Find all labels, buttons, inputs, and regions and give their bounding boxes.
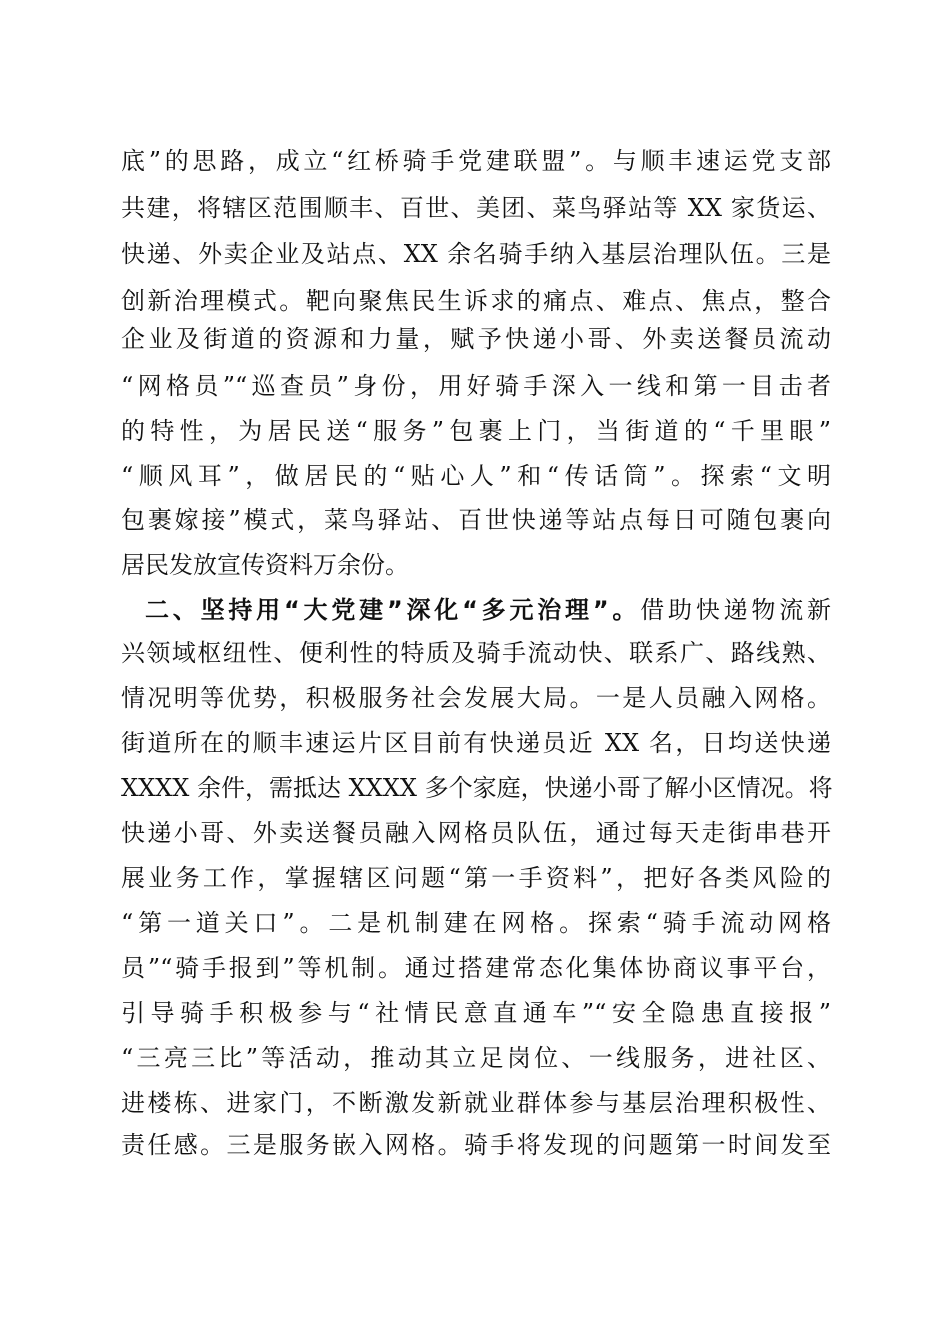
section-heading: 二、坚持用“大党建”深化“多元治理”。 (145, 596, 641, 624)
paragraph2-line: XXXX 余件，需抵达 XXXX 多个家庭，快递小哥了解小区情况。将 (121, 774, 833, 802)
paragraph1-line: 创新治理模式。靶向聚焦民生诉求的痛点、难点、焦点，整合 (121, 287, 831, 315)
paragraph2-line: “三亮三比”等活动，推动其立足岗位、一线服务，进社区、 (121, 1044, 831, 1072)
paragraph2-first-line (145, 590, 831, 630)
paragraph1-line: 的特性，为居民送“服务”包裹上门，当街道的“千里眼” (121, 417, 831, 445)
paragraph2-line: 兴领域枢纽性、便利性的特质及骑手流动快、联系广、路线熟、 (121, 639, 831, 667)
paragraph1-line: 居民发放宣传资料万余份。 (121, 551, 409, 579)
paragraph2-line: “第一道关口”。二是机制建在网格。探索“骑手流动网格 (121, 909, 831, 937)
paragraph2-line: 责任感。三是服务嵌入网格。骑手将发现的问题第一时间发至 (121, 1131, 831, 1159)
paragraph1-line: 快递、外卖企业及站点、XX 余名骑手纳入基层治理队伍。三是 (121, 240, 831, 268)
paragraph1-line: 共建，将辖区范围顺丰、百世、美团、菜鸟驿站等 XX 家货运、 (121, 194, 831, 222)
paragraph2-line: 员”“骑手报到”等机制。通过搭建常态化集体协商议事平台， (121, 954, 831, 982)
paragraph2-line: 情况明等优势，积极服务社会发展大局。一是人员融入网格。 (121, 684, 831, 712)
paragraph2-line: 展业务工作，掌握辖区问题“第一手资料”，把好各类风险的 (121, 864, 831, 892)
paragraph2-line: 进楼栋、进家门，不断激发新就业群体参与基层治理积极性、 (121, 1089, 831, 1117)
paragraph2-line: 街道所在的顺丰速运片区目前有快递员近 XX 名，日均送快递 (121, 729, 831, 757)
paragraph1-line: 包裹嫁接”模式，菜鸟驿站、百世快递等站点每日可随包裹向 (121, 506, 831, 534)
paragraph2-line: 引导骑手积极参与“社情民意直通车”“安全隐患直接报” (121, 999, 831, 1027)
paragraph1-line: “网格员”“巡查员”身份，用好骑手深入一线和第一目击者 (121, 372, 831, 400)
paragraph2-line: 快递小哥、外卖送餐员融入网格员队伍，通过每天走街串巷开 (121, 819, 831, 847)
paragraph1-line: 企业及街道的资源和力量，赋予快递小哥、外卖送餐员流动 (121, 325, 831, 353)
paragraph1-line: 底”的思路，成立“红桥骑手党建联盟”。与顺丰速运党支部 (121, 147, 831, 175)
paragraph1-line: “顺风耳”，做居民的“贴心人”和“传话筒”。探索“文明 (121, 462, 831, 490)
paragraph2-first-line-text: 借助快递物流新 (640, 596, 832, 624)
